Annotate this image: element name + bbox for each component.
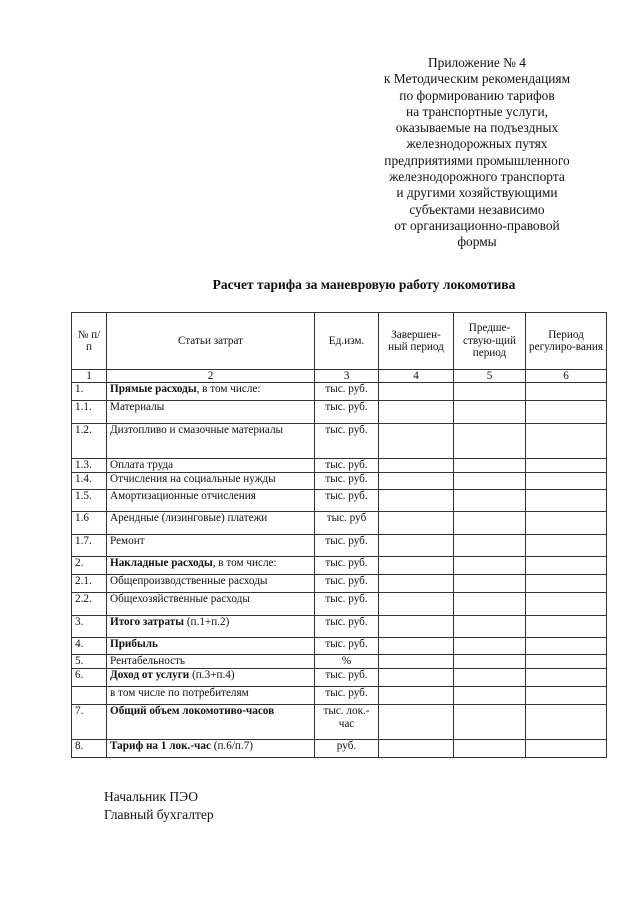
appendix-line: железнодорожных путях (406, 136, 548, 152)
tariff-table (71, 312, 607, 758)
appendix-line: Приложение № 4 (427, 55, 527, 70)
cost-item-text: Арендные (лизинговые) платежи (110, 512, 268, 524)
cost-item (107, 593, 315, 616)
cost-item (107, 512, 315, 535)
value-cell (379, 424, 454, 459)
row-number: 1.7. (72, 535, 107, 557)
head-pe-label: Начальник ПЭО (104, 789, 198, 804)
appendix-header (352, 55, 602, 251)
table-row (72, 655, 607, 669)
value-cell (379, 557, 454, 575)
cost-item-text: , в том числе: (212, 557, 277, 569)
row-number: 1.4. (72, 473, 107, 490)
cost-item (107, 638, 315, 655)
cost-item-text: Рентабельность (110, 655, 186, 667)
value-cell (526, 383, 607, 401)
unit-cell: тыс. руб. (315, 459, 379, 473)
cost-item-text: Общехозяйственные расходы (110, 593, 250, 605)
cost-item-text: Материалы (110, 401, 165, 413)
header-item: Статьи затрат (107, 313, 315, 370)
cost-item (107, 535, 315, 557)
column-number: 6 (526, 370, 607, 383)
value-cell (454, 638, 526, 655)
header-previous-period: Предше-ствую-щий период (454, 313, 526, 370)
header-regulated-period: Период регулиро-вания (526, 313, 607, 370)
table-row (72, 473, 607, 490)
value-cell (379, 490, 454, 512)
cost-item-bold: Прямые расходы (110, 383, 197, 395)
value-cell (454, 557, 526, 575)
value-cell (379, 655, 454, 669)
row-number: 1.1. (72, 401, 107, 424)
cost-item-text: Общепроизводственные расходы (110, 575, 268, 587)
table-row (72, 535, 607, 557)
value-cell (526, 575, 607, 593)
value-cell (454, 655, 526, 669)
value-cell (454, 669, 526, 687)
table-row (72, 616, 607, 638)
appendix-line: субъектами независимо (409, 201, 545, 217)
value-cell (526, 705, 607, 740)
table-row (72, 705, 607, 740)
unit-cell: тыс. руб. (315, 490, 379, 512)
value-cell (379, 669, 454, 687)
value-cell (379, 705, 454, 740)
value-cell (454, 705, 526, 740)
row-number: 2.2. (72, 593, 107, 616)
value-cell (526, 512, 607, 535)
value-cell (379, 512, 454, 535)
cost-item-text: Оплата труда (110, 459, 174, 471)
cost-item (107, 473, 315, 490)
unit-cell: тыс. руб. (315, 638, 379, 655)
row-number: 3. (72, 616, 107, 638)
document-title: Расчет тарифа за маневровую работу локомотива (212, 277, 516, 292)
value-cell (454, 616, 526, 638)
value-cell (454, 575, 526, 593)
row-number: 1.3. (72, 459, 107, 473)
row-number: 1. (72, 383, 107, 401)
value-cell (526, 740, 607, 758)
value-cell (526, 616, 607, 638)
value-cell (526, 669, 607, 687)
column-number: 1 (72, 370, 107, 383)
value-cell (379, 740, 454, 758)
value-cell (454, 383, 526, 401)
row-number: 1.5. (72, 490, 107, 512)
row-number: 7. (72, 705, 107, 740)
value-cell (526, 557, 607, 575)
cost-item (107, 424, 315, 459)
unit-cell: тыс. руб. (315, 557, 379, 575)
appendix-line: формы (457, 234, 497, 250)
value-cell (454, 490, 526, 512)
cost-item (107, 557, 315, 575)
column-number-row (72, 370, 607, 383)
cost-item-text: Дизтопливо и смазочные материалы (110, 424, 284, 436)
value-cell (526, 401, 607, 424)
appendix-line: оказываемые на подъездных (395, 120, 559, 136)
unit-cell: тыс. руб. (315, 687, 379, 705)
row-number: 2. (72, 557, 107, 575)
cost-item-bold: Накладные расходы (110, 557, 213, 569)
value-cell (526, 687, 607, 705)
cost-item (107, 459, 315, 473)
cost-item-text: , в том числе: (196, 383, 261, 395)
unit-cell: % (315, 655, 379, 669)
unit-cell: тыс. руб. (315, 616, 379, 638)
value-cell (526, 638, 607, 655)
row-number: 4. (72, 638, 107, 655)
row-number: 2.1. (72, 575, 107, 593)
appendix-line: по формированию тарифов (399, 87, 555, 103)
value-cell (454, 687, 526, 705)
cost-item-text: (п.1+п.2) (184, 616, 230, 628)
table-row (72, 687, 607, 705)
cost-item (107, 575, 315, 593)
cost-item (107, 655, 315, 669)
table-row (72, 740, 607, 758)
unit-cell: тыс. руб. (315, 593, 379, 616)
unit-cell: руб. (315, 740, 379, 758)
appendix-line: на транспортные услуги, (406, 103, 548, 119)
cost-item (107, 490, 315, 512)
value-cell (526, 535, 607, 557)
cost-item-bold: Прибыль (110, 638, 158, 650)
column-number: 5 (454, 370, 526, 383)
row-number (72, 687, 107, 705)
value-cell (379, 383, 454, 401)
cost-item (107, 740, 315, 758)
appendix-line: и другими хозяйствующими (396, 185, 558, 201)
unit-cell: тыс. руб (315, 512, 379, 535)
value-cell (379, 459, 454, 473)
cost-item-text: Амортизационные отчисления (110, 490, 256, 502)
chief-accountant-label: Главный бухгалтер (104, 807, 214, 822)
cost-item-text: в том числе по потребителям (110, 687, 249, 699)
value-cell (454, 459, 526, 473)
value-cell (379, 593, 454, 616)
unit-cell: тыс. руб. (315, 383, 379, 401)
table-row (72, 669, 607, 687)
unit-cell: тыс. руб. (315, 575, 379, 593)
table-row (72, 490, 607, 512)
row-number: 1.6 (72, 512, 107, 535)
unit-cell: тыс. руб. (315, 424, 379, 459)
unit-cell: тыс. руб. (315, 669, 379, 687)
cost-item (107, 669, 315, 687)
value-cell (379, 575, 454, 593)
value-cell (454, 401, 526, 424)
row-number: 8. (72, 740, 107, 758)
value-cell (454, 424, 526, 459)
column-number: 4 (379, 370, 454, 383)
cost-item (107, 401, 315, 424)
value-cell (526, 459, 607, 473)
cost-item-text: (п.6/п.7) (210, 740, 254, 752)
header-num: № п/п (72, 313, 107, 370)
cost-item-text: (п.3+п.4) (189, 669, 235, 681)
table-row (72, 383, 607, 401)
cost-item (107, 687, 315, 705)
table-row (72, 424, 607, 459)
value-cell (526, 424, 607, 459)
value-cell (379, 535, 454, 557)
value-cell (379, 687, 454, 705)
cost-item-bold: Итого затраты (110, 616, 185, 628)
value-cell (454, 740, 526, 758)
value-cell (379, 473, 454, 490)
appendix-line: железнодорожного транспорта (389, 169, 565, 185)
cost-item (107, 616, 315, 638)
value-cell (454, 535, 526, 557)
value-cell (379, 616, 454, 638)
value-cell (454, 512, 526, 535)
table-row (72, 512, 607, 535)
value-cell (526, 593, 607, 616)
value-cell (379, 638, 454, 655)
table-row (72, 575, 607, 593)
cost-item (107, 383, 315, 401)
value-cell (526, 473, 607, 490)
value-cell (454, 593, 526, 616)
table-row (72, 459, 607, 473)
value-cell (379, 401, 454, 424)
table-header-row (72, 313, 607, 370)
unit-cell: тыс. лок.-час (315, 705, 379, 740)
unit-cell: тыс. руб. (315, 401, 379, 424)
unit-cell: тыс. руб. (315, 535, 379, 557)
cost-item-bold: Доход от услуги (110, 669, 190, 681)
cost-item-bold: Тариф на 1 лок.-час (110, 740, 211, 752)
table-row (72, 401, 607, 424)
row-number: 5. (72, 655, 107, 669)
cost-item-text: Отчисления на социальные нужды (110, 473, 276, 485)
value-cell (526, 655, 607, 669)
header-unit: Ед.изм. (315, 313, 379, 370)
appendix-line: предприятиями промышленного (384, 152, 570, 168)
appendix-line: от организационно-правовой (394, 217, 560, 233)
table-row (72, 638, 607, 655)
value-cell (454, 473, 526, 490)
value-cell (526, 490, 607, 512)
row-number: 6. (72, 669, 107, 687)
table-row (72, 593, 607, 616)
cost-item-bold: Общий объем локомотиво-часов (110, 705, 275, 717)
column-number: 3 (315, 370, 379, 383)
appendix-line: к Методическим рекомендациям (383, 71, 571, 87)
row-number: 1.2. (72, 424, 107, 459)
column-number: 2 (107, 370, 315, 383)
table-row (72, 557, 607, 575)
cost-item-text: Ремонт (110, 535, 145, 547)
signature-block (104, 788, 214, 824)
header-completed-period: Завершен-ный период (379, 313, 454, 370)
cost-item (107, 705, 315, 740)
unit-cell: тыс. руб. (315, 473, 379, 490)
